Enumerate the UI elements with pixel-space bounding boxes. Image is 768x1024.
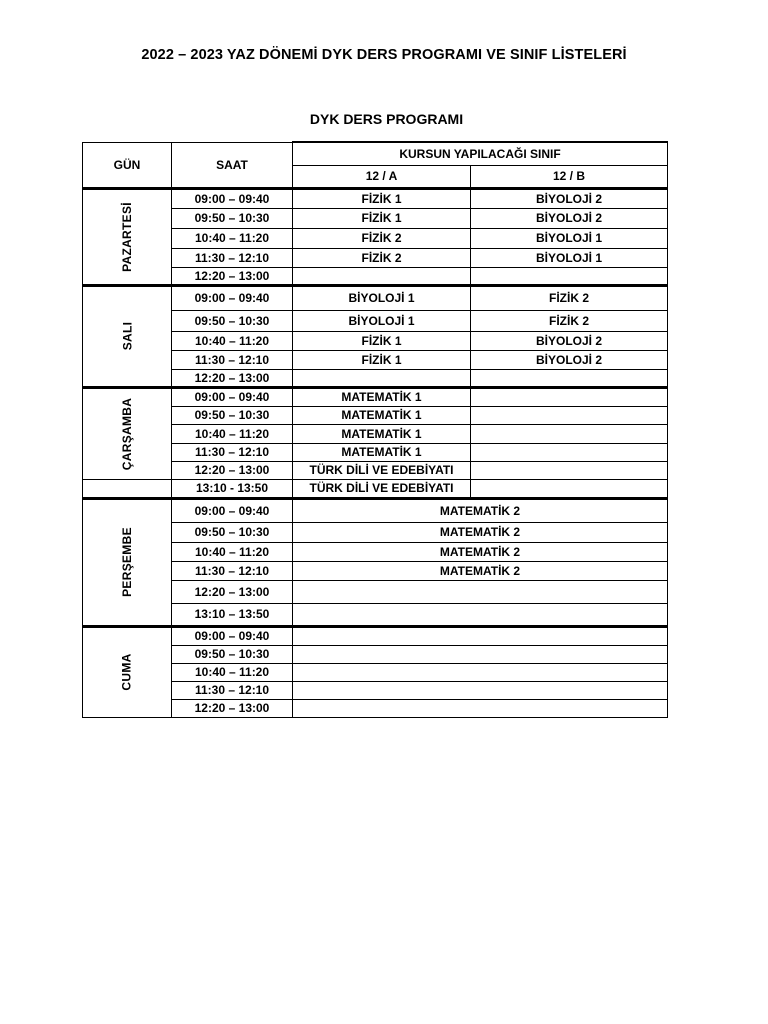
time-cell: 09:50 – 10:30 [172,522,293,542]
time-cell: 10:40 – 11:20 [172,424,293,443]
time-cell: 11:30 – 12:10 [172,561,293,580]
schedule-title: DYK DERS PROGRAMI [309,111,464,127]
merged-class-cell [293,645,668,663]
day-label: ÇARŞAMBA [120,397,134,470]
time-cell: 10:40 – 11:20 [172,331,293,350]
class-b-cell [471,479,668,498]
merged-class-cell: MATEMATİK 2 [293,522,668,542]
header-classes-group: KURSUN YAPILACAĞI SINIF [293,142,668,165]
merged-class-cell [293,681,668,699]
merged-class-cell: MATEMATİK 2 [293,498,668,522]
class-b-cell [471,461,668,479]
day-cell-empty [83,479,172,498]
class-b-cell: BİYOLOJİ 2 [471,350,668,369]
class-a-cell: TÜRK DİLİ VE EDEBİYATI [293,479,471,498]
merged-class-cell [293,699,668,717]
header-class-a: 12 / A [293,165,471,188]
day-cell-thursday [83,498,172,626]
class-a-cell: MATEMATİK 1 [293,406,471,424]
document-title: 2022 – 2023 YAZ DÖNEMİ DYK DERS PROGRAMI VE SINIF LİSTELERİ [141,47,627,63]
class-b-cell [471,443,668,461]
class-b-cell: BİYOLOJİ 2 [471,208,668,228]
table-row [83,285,668,310]
merged-class-cell [293,603,668,626]
day-label: SALI [119,321,134,351]
table-row [83,498,668,522]
class-a-cell: FİZİK 1 [293,331,471,350]
time-cell: 11:30 – 12:10 [172,350,293,369]
class-a-cell: FİZİK 2 [293,248,471,267]
time-cell: 09:00 – 09:40 [172,188,293,208]
class-a-cell: BİYOLOJİ 1 [293,285,471,310]
time-cell: 11:30 – 12:10 [172,248,293,267]
time-cell: 09:00 – 09:40 [172,626,293,645]
class-b-cell [471,387,668,406]
time-cell: 10:40 – 11:20 [172,663,293,681]
header-class-b: 12 / B [471,165,668,188]
time-cell: 09:00 – 09:40 [172,498,293,522]
class-b-cell: BİYOLOJİ 1 [471,228,668,248]
merged-class-cell [293,626,668,645]
table-row [83,479,668,498]
table-row [83,387,668,406]
time-cell: 09:50 – 10:30 [172,310,293,331]
class-a-cell [293,267,471,285]
schedule-table [82,141,668,718]
time-cell: 13:10 – 13:50 [172,603,293,626]
day-cell-tuesday [83,285,172,387]
class-b-cell: BİYOLOJİ 1 [471,248,668,267]
time-cell: 13:10 - 13:50 [172,479,293,498]
day-cell-friday [83,626,172,717]
day-cell-monday [83,188,172,285]
time-cell: 12:20 – 13:00 [172,699,293,717]
merged-class-cell: MATEMATİK 2 [293,542,668,561]
class-b-cell [471,369,668,387]
class-b-cell [471,267,668,285]
table-row [83,188,668,208]
class-a-cell [293,369,471,387]
time-cell: 11:30 – 12:10 [172,681,293,699]
time-cell: 10:40 – 11:20 [172,542,293,561]
class-b-cell: FİZİK 2 [471,285,668,310]
time-cell: 12:20 – 13:00 [172,580,293,603]
time-cell: 10:40 – 11:20 [172,228,293,248]
day-label: PAZARTESİ [119,201,134,272]
class-a-cell: FİZİK 1 [293,208,471,228]
time-cell: 12:20 – 13:00 [172,267,293,285]
class-a-cell: MATEMATİK 1 [293,443,471,461]
class-a-cell: MATEMATİK 1 [293,424,471,443]
class-b-cell [471,406,668,424]
class-b-cell: BİYOLOJİ 2 [471,188,668,208]
day-label: CUMA [119,653,134,691]
day-label: PERŞEMBE [120,527,134,597]
time-cell: 09:00 – 09:40 [172,387,293,406]
class-a-cell: TÜRK DİLİ VE EDEBİYATI [293,461,471,479]
merged-class-cell: MATEMATİK 2 [293,561,668,580]
class-a-cell: FİZİK 1 [293,188,471,208]
merged-class-cell [293,663,668,681]
class-b-cell [471,424,668,443]
time-cell: 12:20 – 13:00 [172,369,293,387]
class-a-cell: FİZİK 2 [293,228,471,248]
time-cell: 09:50 – 10:30 [172,208,293,228]
time-cell: 09:50 – 10:30 [172,645,293,663]
time-cell: 09:50 – 10:30 [172,406,293,424]
class-b-cell: BİYOLOJİ 2 [471,331,668,350]
table-row [83,626,668,645]
header-day: GÜN [83,142,172,188]
time-cell: 11:30 – 12:10 [172,443,293,461]
time-cell: 09:00 – 09:40 [172,285,293,310]
class-b-cell: FİZİK 2 [471,310,668,331]
class-a-cell: MATEMATİK 1 [293,387,471,406]
time-cell: 12:20 – 13:00 [172,461,293,479]
class-a-cell: FİZİK 1 [293,350,471,369]
day-cell-wednesday [83,387,172,479]
merged-class-cell [293,580,668,603]
header-time: SAAT [172,142,293,188]
class-a-cell: BİYOLOJİ 1 [293,310,471,331]
